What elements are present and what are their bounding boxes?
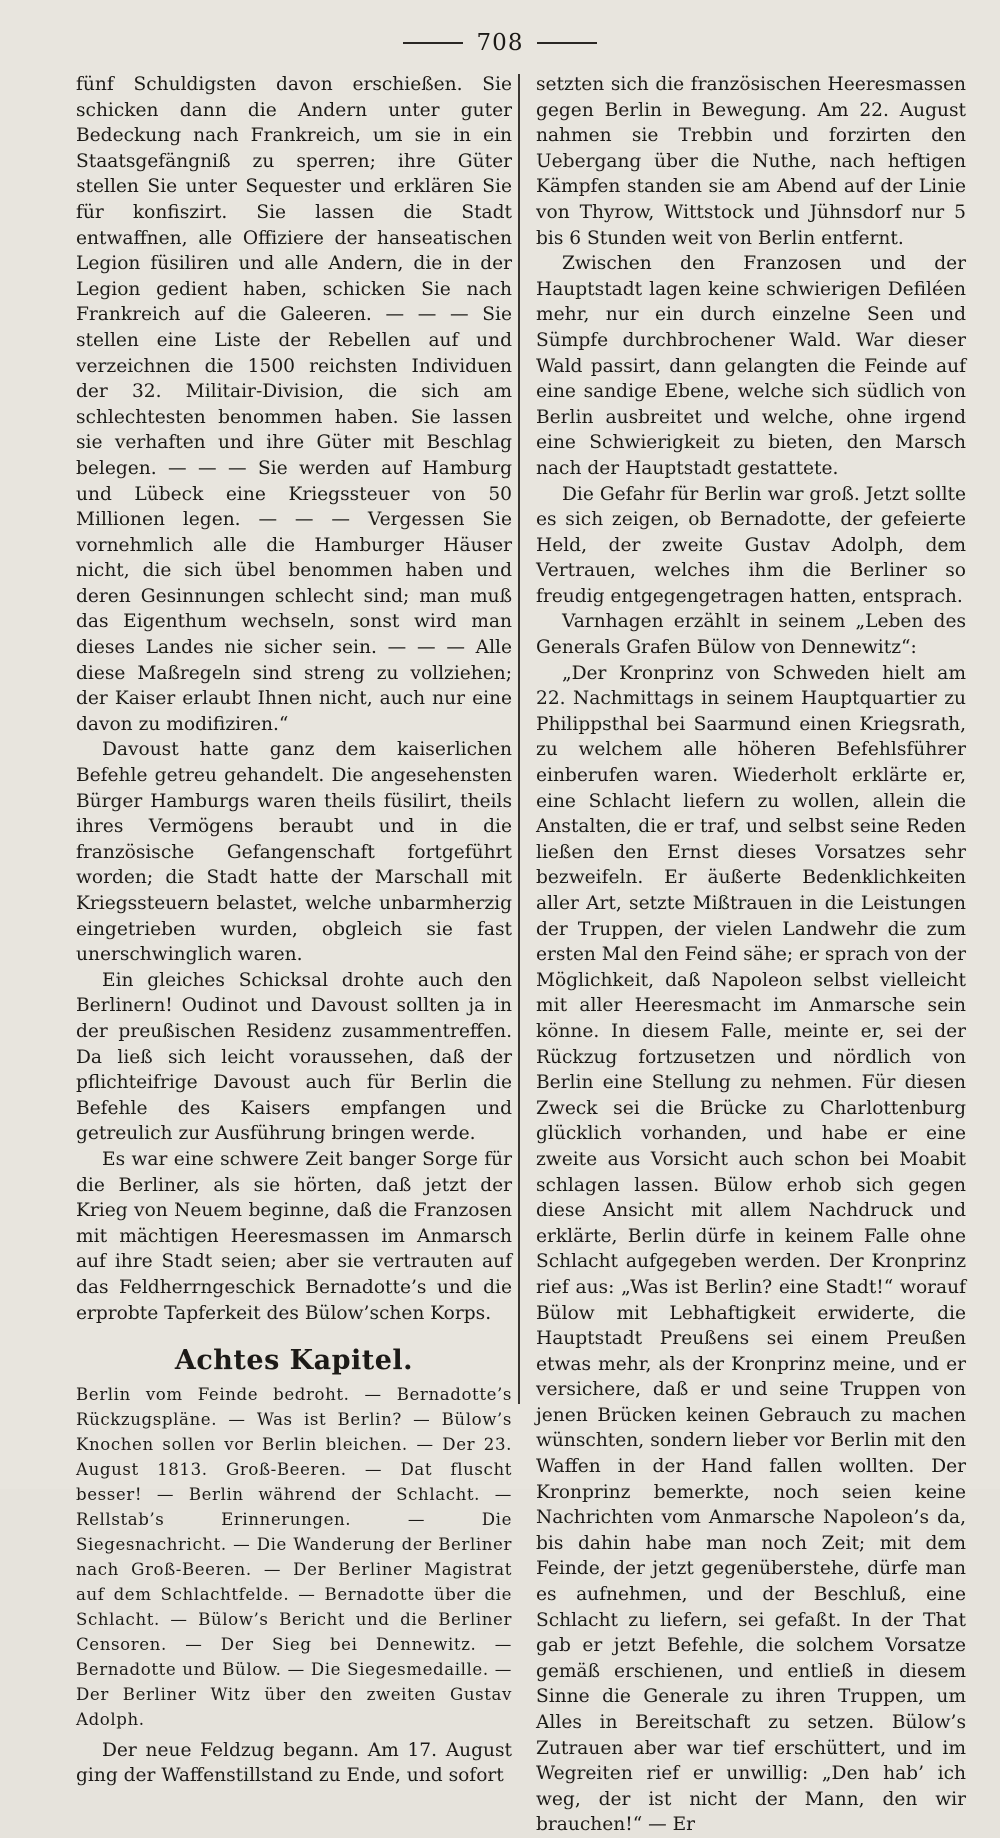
chapter-title: Achtes Kapitel. <box>174 1345 414 1377</box>
paragraph: Zwischen den Franzosen und der Hauptstadt lagen keine schwierigen Defiléen mehr, nur ein durch einzelne Seen und Sümpfe durchbrochener Wald. War dieser Wald passirt, dann gelangten die Feinde auf eine sandige Ebene, welche sich südlich von Berlin ausbreitet und welche, ohne irgend eine Schwierigkeit zu bieten, den Marsch nach der Hauptstadt gestattete. <box>536 253 966 479</box>
column-divider <box>518 74 520 1404</box>
header-rule-left <box>403 42 463 44</box>
paragraph: Es war eine schwere Zeit banger Sorge für die Berliner, als sie hörten, daß jetzt der Krieg von Neuem beginne, daß die Franzosen mit mächtigen Heeresmassen im Anmarsch auf ihre Stadt seien; aber sie vertrauten auf das Feldherrngeschick Bernadotte’s und die erprobte Tapferkeit des Bülow’schen Korps. <box>76 1148 512 1324</box>
paragraph: fünf Schuldigsten davon erschießen. Sie schicken dann die Andern unter guter Bedeckung nach Frankreich, um sie in ein Staatsgefängniß zu sperren; ihre Güter stellen Sie unter Sequester und erklären Sie für konfiszirt. Sie lassen die Stadt entwaffnen, alle Offiziere der hanseatischen Legion füsiliren und alle Andern, die in der Legion gedient haben, schicken Sie nach Frankreich auf die Galeeren. — — — Sie stellen eine Liste der Rebellen auf und verzeichnen die 1500 reichsten Individuen der 32. Militair-Division, die sich am schlechtesten benommen haben. Sie lassen sie verhaften und ihre Güter mit Beschlag belegen. — — — Sie werden auf Hamburg und Lübeck eine Kriegssteuer von 50 Millionen legen. — — — Vergessen Sie vornehmlich alle die Hamburger Häuser nicht, die sich übel benommen haben und deren Gesinnungen schlecht sind; man muß das Eigenthum wechseln, sonst wird man dieses Landes nie sicher sein. — — — Alle diese Maßregeln sind streng zu vollziehen; der Kaiser erlaubt Ihnen nicht, auch nur eine davon zu modifiziren.“ <box>76 74 512 735</box>
paragraph: Die Gefahr für Berlin war groß. Jetzt sollte es sich zeigen, ob Bernadotte, der gefeierte Held, der zweite Gustav Adolph, dem Vertrauen, welches ihm die Berliner so freudig entgegengetragen hatten, entsprach. <box>536 483 966 607</box>
quotation: „Der Kronprinz von Schweden hielt am 22. Nachmittags in seinem Hauptquartier zu Philippsthal bei Saarmund einen Kriegsrath, zu welchem alle höheren Befehlsführer einberufen waren. Wiederholt erklärte er, eine Schlacht liefern zu wollen, allein die Anstalten, die er traf, und selbst seine Reden ließen den Ernst dieses Vorsatzes sehr bezweifeln. Er äußerte Bedenklichkeiten aller Art, setzte Mißtrauen in die Leistungen der Truppen, der vielen Landwehr die zum ersten Mal den Feind sähe; er sprach von der Möglichkeit, daß Napoleon selbst vielleicht mit aller Heeresmacht im Anmarsche sein könne. In diesem Falle, meinte er, sei der Rückzug fortzusetzen und nördlich von Berlin eine Stellung zu nehmen. Für diesen Zweck sei die Brücke zu Charlottenburg glücklich vorhanden, und habe er eine zweite aus Vorsicht auch schon bei Moabit schlagen lassen. Bülow erhob sich gegen diese Ansicht mit allem Nachdruck und erklärte, Berlin dürfe in keinem Falle ohne Schlacht aufgegeben werden. Der Kronprinz rief aus: „Was ist Berlin? eine Stadt!“ worauf Bülow mit Lebhaftigkeit erwiderte, die Hauptstadt Preußens sei einem Preußen etwas mehr, als der Kronprinz meine, und er versichere, daß er und seine Truppen von jenen Brücken keinen Gebrauch zu machen wünschten, sondern lieber vor Berlin mit den Waffen in der Hand fallen wollten. Der Kronprinz bemerkte, noch seien keine Nachrichten vom Anmarsche Napoleon’s da, bis dahin habe man noch Zeit; mit dem Feinde, der jetzt gegenüberstehe, dürfe man es aufnehmen, und der Beschluß, eine Schlacht zu liefern, sei gefaßt. In der That gab er jetzt Befehle, die solchem Vorsatze gemäß erschienen, und entließ in diesem Sinne die Generale zu ihren Truppen, um Alles in Bereitschaft zu setzen. Bülow’s Zutrauen aber war tief erschüttert, und im Wegreiten rief er unwillig: „Den hab’ ich weg, der ist nicht der Mann, den wir brauchen!“ — Er <box>536 662 966 1836</box>
paragraph: Varnhagen erzählt in seinem „Leben des Generals Grafen Bülow von Dennewitz“: <box>536 611 966 659</box>
right-column <box>536 72 966 1838</box>
page-number: 708 <box>476 30 524 56</box>
paragraph: Der neue Feldzug begann. Am 17. August ging der Waffenstillstand zu Ende, und sofort <box>76 1739 512 1787</box>
paragraph: Ein gleiches Schicksal drohte auch den Berlinern! Oudinot und Davoust sollten ja in der preußischen Residenz zusammentreffen. Da ließ sich leicht voraussehen, daß der pflichteifrige Davoust auch für Berlin die Befehle des Kaisers empfangen und getreulich zur Ausführung bringen werde. <box>76 969 512 1145</box>
page-header <box>0 30 1000 56</box>
chapter-summary: Berlin vom Feinde bedroht. — Bernadotte’s Rückzugspläne. — Was ist Berlin? — Bülow’s Knochen sollen vor Berlin bleichen. — Der 23. August 1813. Groß-Beeren. — Dat fluscht besser! — Berlin während der Schlacht. — Rellstab’s Erinnerungen. — Die Siegesnachricht. — Die Wanderung der Berliner nach Groß-Beeren. — Der Berliner Magistrat auf dem Schlachtfelde. — Bernadotte über die Schlacht. — Bülow’s Bericht und die Berliner Censoren. — Der Sieg bei Dennewitz. — Bernadotte und Bülow. — Die Siegesmedaille. — Der Berliner Witz über den zweiten Gustav Adolph. <box>76 1384 512 1729</box>
left-column <box>76 72 512 1789</box>
paragraph: setzten sich die französischen Heeresmassen gegen Berlin in Bewegung. Am 22. August nahmen sie Trebbin und forzirten den Uebergang über die Nuthe, nach heftigen Kämpfen standen sie am Abend auf der Linie von Thyrow, Wittstock und Jühnsdorf nur 5 bis 6 Stunden weit von Berlin entfernt. <box>536 74 966 249</box>
header-rule-right <box>537 42 597 44</box>
paragraph: Davoust hatte ganz dem kaiserlichen Befehle getreu gehandelt. Die angesehensten Bürger Hamburgs waren theils füsilirt, theils ihres Vermögens beraubt und in die französische Gefangenschaft fortgeführt worden; die Stadt hatte der Marschall mit Kriegssteuern belastet, welche unbarmherzig eingetrieben wurden, obgleich sie fast unerschwinglich waren. <box>76 739 512 966</box>
